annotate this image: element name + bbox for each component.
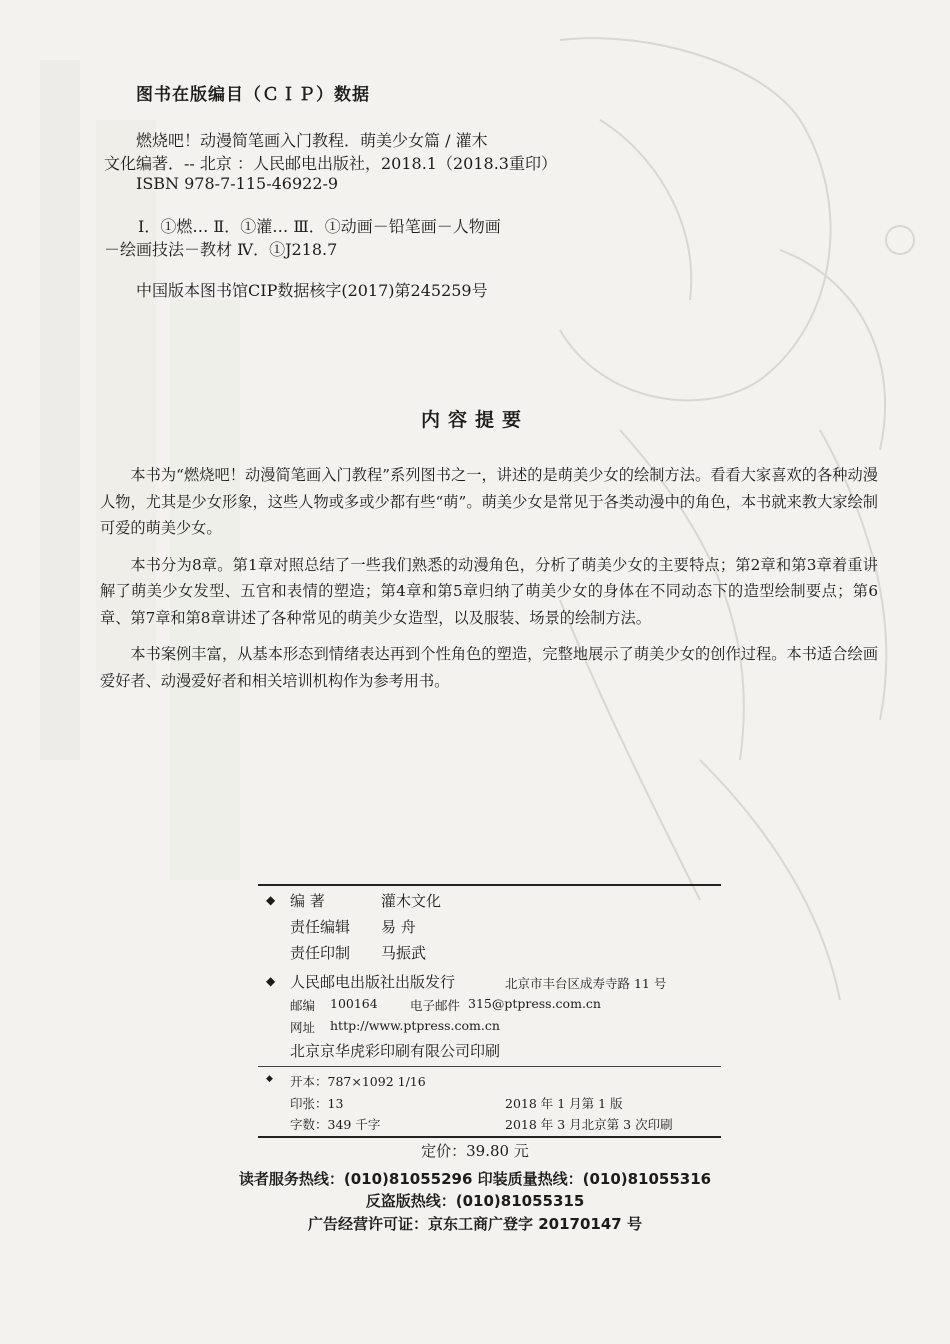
cip-heading: 图书在版编目（ＣＩＰ）数据 bbox=[136, 85, 370, 105]
summary-paragraph: 本书为“燃烧吧！动漫简笔画入门教程”系列图书之一，讲述的是萌美少女的绘制方法。看看大家喜欢的各种动漫人物，尤其是少女形象，这些人物或多或少都有些“萌”。萌美少女是常见于各类动漫中的角色，本书就来教大家绘制可爱的萌美少女。 bbox=[100, 466, 878, 537]
service-hotlines: 读者服务热线：(010)81055296 印装质量热线：(010)81055316 bbox=[238, 1170, 712, 1188]
email-label: 电子邮件 bbox=[410, 998, 461, 1013]
cip-classification-line-2: －绘画技法－教材 Ⅳ．①J218.7 bbox=[104, 240, 338, 259]
editor-label: 责任编辑 bbox=[290, 918, 351, 936]
postcode-label: 邮编 bbox=[290, 998, 316, 1013]
summary-paragraph: 本书案例丰富，从基本形态到情绪表达再到个性角色的塑造，完整地展示了萌美少女的创作过程。本书适合绘画爱好者、动漫爱好者和相关培训机构作为参考用书。 bbox=[100, 645, 878, 690]
book-format: 开本：787×1092 1/16 bbox=[290, 1074, 426, 1089]
publisher-name: 人民邮电出版社出版发行 bbox=[290, 973, 456, 991]
cip-classification-line-1: Ⅰ．①燃… Ⅱ．①灌… Ⅲ．①动画－铅笔画－人物画 bbox=[138, 217, 501, 236]
colophon-middle-rule bbox=[258, 1066, 721, 1067]
editor-name: 易 舟 bbox=[381, 918, 416, 936]
printer-name: 北京京华虎彩印刷有限公司印刷 bbox=[290, 1042, 501, 1060]
cip-isbn: ISBN 978-7-115-46922-9 bbox=[136, 174, 339, 193]
summary-title: 内容提要 bbox=[420, 409, 529, 431]
summary-paragraph: 本书分为8章。第1章对照总结了一些我们熟悉的动漫角色，分析了萌美少女的主要特点；第2章和第3章着重讲解了萌美少女发型、五官和表情的塑造；第4章和第5章归纳了萌美少女的身体在不同动态下的造型绘制要点；第6章、第7章和第8章讲述了各种常见的萌美少女造型，以及服装、场景的绘制方法。 bbox=[100, 555, 878, 627]
website-label: 网址 bbox=[290, 1020, 316, 1035]
author-label: 编 著 bbox=[290, 892, 325, 910]
printed-sheets: 印张：13 bbox=[290, 1096, 344, 1111]
cip-record-number: 中国版本图书馆CIP数据核字(2017)第245259号 bbox=[136, 281, 488, 300]
colophon-top-rule bbox=[258, 884, 721, 886]
impression-info: 2018 年 3 月北京第 3 次印刷 bbox=[505, 1117, 673, 1132]
postcode: 100164 bbox=[330, 996, 378, 1011]
book-price: 定价：39.80 元 bbox=[421, 1142, 529, 1160]
advertising-license: 广告经营许可证：京东工商广登字 20170147 号 bbox=[308, 1215, 642, 1233]
bullet-icon: ◆ bbox=[266, 893, 276, 907]
colophon-bottom-rule bbox=[258, 1136, 721, 1138]
printing-supervisor-name: 马振武 bbox=[381, 944, 427, 962]
author-name: 灌木文化 bbox=[381, 892, 442, 910]
website: http://www.ptpress.com.cn bbox=[330, 1018, 500, 1033]
bullet-icon: ◆ bbox=[266, 974, 276, 988]
edition-info: 2018 年 1 月第 1 版 bbox=[505, 1096, 623, 1111]
printing-supervisor-label: 责任印制 bbox=[290, 944, 351, 962]
cip-title-line: 燃烧吧！动漫简笔画入门教程．萌美少女篇 / 灌木 bbox=[136, 131, 488, 150]
bullet-icon: ◆ bbox=[266, 1074, 273, 1084]
word-count: 字数：349 千字 bbox=[290, 1117, 381, 1132]
publisher-address: 北京市丰台区成寿寺路 11 号 bbox=[505, 976, 667, 991]
anti-piracy-hotline: 反盗版热线：(010)81055315 bbox=[365, 1192, 585, 1210]
cip-publisher-line: 文化编著．-- 北京 ：人民邮电出版社，2018.1（2018.3重印） bbox=[104, 154, 557, 173]
summary-body bbox=[100, 462, 878, 704]
email: 315@ptpress.com.cn bbox=[468, 996, 601, 1011]
